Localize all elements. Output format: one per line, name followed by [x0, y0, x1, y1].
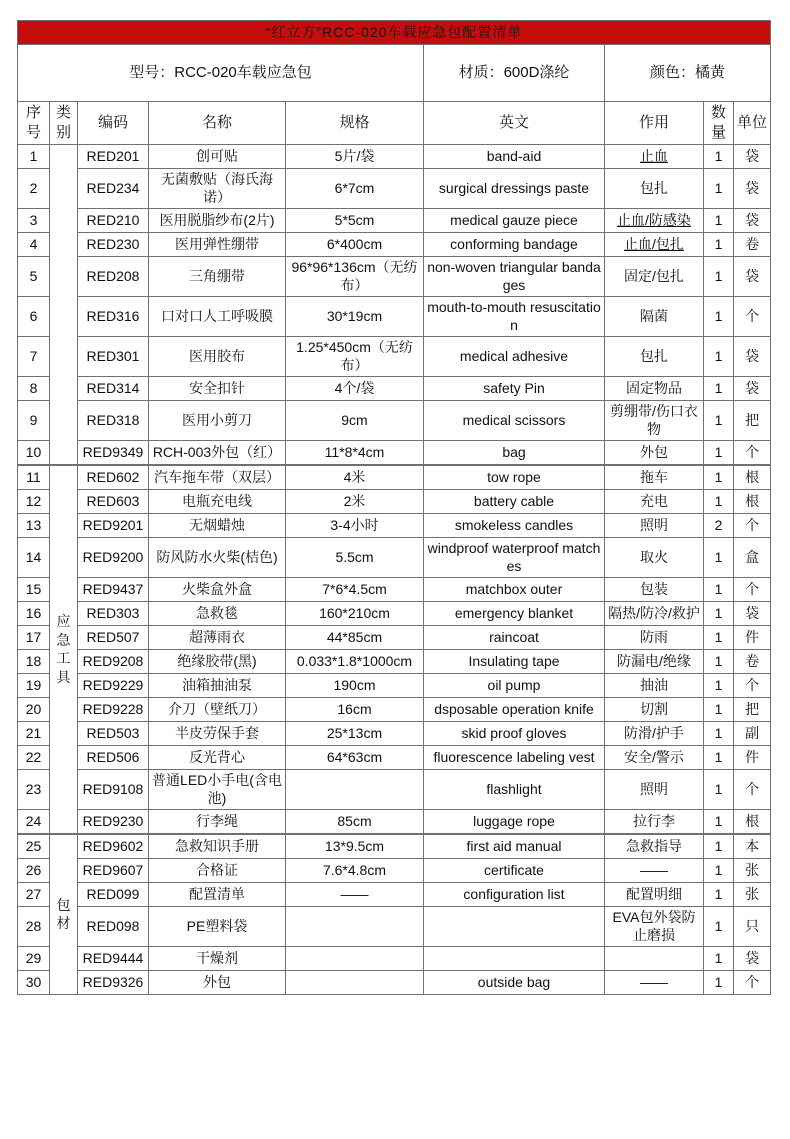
cell-qty: 2: [704, 513, 734, 537]
table-row: [18, 232, 771, 256]
cell-code: RED9607: [78, 858, 149, 882]
cell-purpose: ——: [605, 970, 704, 994]
cell-no: 21: [18, 721, 50, 745]
table-row: [18, 882, 771, 906]
cell-spec: 4米: [286, 465, 424, 490]
cell-code: RED301: [78, 336, 149, 376]
cell-name: 外包: [149, 970, 286, 994]
cell-no: 27: [18, 882, 50, 906]
cell-qty: 1: [704, 649, 734, 673]
cell-qty: 1: [704, 769, 734, 809]
cell-code: RED9201: [78, 513, 149, 537]
cell-english: flashlight: [424, 769, 605, 809]
cell-code: RED098: [78, 906, 149, 946]
material-cell: 材质：600D涤纶: [424, 45, 605, 102]
cell-qty: 1: [704, 809, 734, 834]
cell-no: 20: [18, 697, 50, 721]
cell-unit: 卷: [734, 232, 771, 256]
cell-purpose: 防漏电/绝缘: [605, 649, 704, 673]
cell-code: RED201: [78, 145, 149, 169]
cell-spec: 5*5cm: [286, 208, 424, 232]
cell-purpose: 隔菌: [605, 296, 704, 336]
cell-purpose: 剪绷带/伤口衣物: [605, 400, 704, 440]
cell-code: RED9230: [78, 809, 149, 834]
cell-code: RED210: [78, 208, 149, 232]
cell-code: RED234: [78, 169, 149, 209]
cell-purpose: 固定物品: [605, 376, 704, 400]
cell-purpose: 止血: [605, 145, 704, 169]
cell-name: 口对口人工呼吸膜: [149, 296, 286, 336]
cell-no: 7: [18, 336, 50, 376]
cell-english: outside bag: [424, 970, 605, 994]
cell-code: RED9602: [78, 834, 149, 859]
cell-qty: 1: [704, 537, 734, 577]
cell-english: oil pump: [424, 673, 605, 697]
column-header-unit: 单位: [734, 102, 771, 145]
cell-unit: 卷: [734, 649, 771, 673]
cell-category: 包材: [50, 834, 78, 994]
cell-no: 13: [18, 513, 50, 537]
cell-unit: 袋: [734, 169, 771, 209]
table-row: [18, 625, 771, 649]
cell-name: 火柴盒外盒: [149, 577, 286, 601]
cell-qty: 1: [704, 745, 734, 769]
table-row: [18, 970, 771, 994]
table-row: [18, 673, 771, 697]
cell-unit: 袋: [734, 946, 771, 970]
cell-no: 28: [18, 906, 50, 946]
cell-name: 超薄雨衣: [149, 625, 286, 649]
cell-name: 安全扣针: [149, 376, 286, 400]
cell-english: non-woven triangular bandages: [424, 256, 605, 296]
cell-spec: 44*85cm: [286, 625, 424, 649]
cell-english: windproof waterproof matches: [424, 537, 605, 577]
info-row: [18, 45, 771, 102]
table-row: [18, 513, 771, 537]
model-cell: 型号：RCC-020车载应急包: [18, 45, 424, 102]
cell-english: smokeless candles: [424, 513, 605, 537]
cell-qty: 1: [704, 465, 734, 490]
cell-english: emergency blanket: [424, 601, 605, 625]
cell-spec: 6*7cm: [286, 169, 424, 209]
cell-purpose: 固定/包扎: [605, 256, 704, 296]
cell-qty: 1: [704, 336, 734, 376]
column-header-spec: 规格: [286, 102, 424, 145]
column-header-purpose: 作用: [605, 102, 704, 145]
cell-name: 无菌敷贴（海氏海诺）: [149, 169, 286, 209]
cell-qty: 1: [704, 946, 734, 970]
column-header-row: [18, 102, 771, 145]
cell-english: surgical dressings paste: [424, 169, 605, 209]
cell-no: 1: [18, 145, 50, 169]
column-header-qty: 数量: [704, 102, 734, 145]
cell-english: matchbox outer: [424, 577, 605, 601]
cell-unit: 袋: [734, 336, 771, 376]
cell-no: 11: [18, 465, 50, 490]
cell-code: RED208: [78, 256, 149, 296]
table-row: [18, 169, 771, 209]
cell-english: band-aid: [424, 145, 605, 169]
cell-purpose: 防滑/护手: [605, 721, 704, 745]
cell-spec: 6*400cm: [286, 232, 424, 256]
table-row: [18, 296, 771, 336]
cell-english: safety Pin: [424, 376, 605, 400]
cell-code: RED9108: [78, 769, 149, 809]
cell-name: PE塑料袋: [149, 906, 286, 946]
cell-unit: 根: [734, 489, 771, 513]
cell-code: RED9208: [78, 649, 149, 673]
cell-unit: 张: [734, 882, 771, 906]
table-row: [18, 745, 771, 769]
cell-spec: 190cm: [286, 673, 424, 697]
cell-no: 4: [18, 232, 50, 256]
cell-english: mouth-to-mouth resuscitation: [424, 296, 605, 336]
cell-name: 医用弹性绷带: [149, 232, 286, 256]
cell-purpose: 抽油: [605, 673, 704, 697]
cell-english: medical scissors: [424, 400, 605, 440]
cell-name: 配置清单: [149, 882, 286, 906]
cell-code: RED099: [78, 882, 149, 906]
cell-unit: 袋: [734, 376, 771, 400]
cell-unit: 袋: [734, 145, 771, 169]
cell-name: 医用胶布: [149, 336, 286, 376]
cell-no: 18: [18, 649, 50, 673]
cell-qty: 1: [704, 625, 734, 649]
cell-code: RED9437: [78, 577, 149, 601]
cell-spec: 64*63cm: [286, 745, 424, 769]
table-row: [18, 601, 771, 625]
cell-code: RED9229: [78, 673, 149, 697]
cell-unit: 根: [734, 809, 771, 834]
cell-unit: 把: [734, 400, 771, 440]
cell-name: 绝缘胶带(黑): [149, 649, 286, 673]
cell-purpose: ——: [605, 858, 704, 882]
table-row: [18, 809, 771, 834]
cell-unit: 个: [734, 970, 771, 994]
cell-code: RED316: [78, 296, 149, 336]
cell-purpose: 防雨: [605, 625, 704, 649]
cell-name: 急救毯: [149, 601, 286, 625]
title-banner: [18, 21, 771, 45]
table-row: [18, 697, 771, 721]
cell-code: RED603: [78, 489, 149, 513]
cell-unit: 袋: [734, 208, 771, 232]
cell-code: RED318: [78, 400, 149, 440]
cell-name: 合格证: [149, 858, 286, 882]
cell-code: RED9200: [78, 537, 149, 577]
cell-no: 23: [18, 769, 50, 809]
cell-spec: [286, 946, 424, 970]
cell-purpose: 拖车: [605, 465, 704, 490]
cell-english: certificate: [424, 858, 605, 882]
cell-no: 14: [18, 537, 50, 577]
cell-purpose: 配置明细: [605, 882, 704, 906]
cell-qty: 1: [704, 882, 734, 906]
table-row: [18, 440, 771, 465]
cell-code: RED503: [78, 721, 149, 745]
cell-spec: 2米: [286, 489, 424, 513]
cell-purpose: 包扎: [605, 169, 704, 209]
cell-unit: 根: [734, 465, 771, 490]
cell-code: RED9349: [78, 440, 149, 465]
cell-spec: 7*6*4.5cm: [286, 577, 424, 601]
cell-qty: 1: [704, 440, 734, 465]
cell-no: 29: [18, 946, 50, 970]
cell-no: 16: [18, 601, 50, 625]
cell-english: raincoat: [424, 625, 605, 649]
cell-spec: 96*96*136cm（无纺布）: [286, 256, 424, 296]
cell-qty: 1: [704, 208, 734, 232]
cell-english: luggage rope: [424, 809, 605, 834]
color-cell: 颜色：橘黄: [605, 45, 771, 102]
cell-purpose: 止血/包扎: [605, 232, 704, 256]
table-row: [18, 858, 771, 882]
cell-qty: 1: [704, 376, 734, 400]
cell-qty: 1: [704, 906, 734, 946]
cell-purpose: 充电: [605, 489, 704, 513]
cell-spec: 5.5cm: [286, 537, 424, 577]
cell-name: 干燥剂: [149, 946, 286, 970]
cell-name: 反光背心: [149, 745, 286, 769]
column-header-category: 类别: [50, 102, 78, 145]
cell-english: dsposable operation knife: [424, 697, 605, 721]
table-row: [18, 537, 771, 577]
cell-no: 9: [18, 400, 50, 440]
cell-code: RED9326: [78, 970, 149, 994]
cell-purpose: 拉行李: [605, 809, 704, 834]
cell-english: battery cable: [424, 489, 605, 513]
cell-unit: 个: [734, 440, 771, 465]
cell-spec: 85cm: [286, 809, 424, 834]
table-row: [18, 400, 771, 440]
cell-code: RED9444: [78, 946, 149, 970]
cell-english: [424, 906, 605, 946]
cell-unit: 个: [734, 673, 771, 697]
cell-purpose: 隔热/防冷/救护: [605, 601, 704, 625]
cell-name: 半皮劳保手套: [149, 721, 286, 745]
cell-category: [50, 145, 78, 465]
table-row: [18, 649, 771, 673]
cell-no: 17: [18, 625, 50, 649]
cell-qty: 1: [704, 256, 734, 296]
cell-name: 行李绳: [149, 809, 286, 834]
cell-spec: 7.6*4.8cm: [286, 858, 424, 882]
cell-spec: [286, 906, 424, 946]
cell-spec: 11*8*4cm: [286, 440, 424, 465]
table-body: [18, 145, 771, 995]
cell-code: RED9228: [78, 697, 149, 721]
cell-unit: 个: [734, 769, 771, 809]
column-header-code: 编码: [78, 102, 149, 145]
column-header-no: 序号: [18, 102, 50, 145]
cell-unit: 件: [734, 745, 771, 769]
cell-no: 5: [18, 256, 50, 296]
cell-english: conforming bandage: [424, 232, 605, 256]
cell-no: 25: [18, 834, 50, 859]
cell-qty: 1: [704, 721, 734, 745]
cell-spec: 1.25*450cm（无纺布）: [286, 336, 424, 376]
cell-spec: 9cm: [286, 400, 424, 440]
cell-code: RED507: [78, 625, 149, 649]
cell-purpose: 照明: [605, 513, 704, 537]
cell-qty: 1: [704, 296, 734, 336]
cell-name: 电瓶充电线: [149, 489, 286, 513]
table-row: [18, 906, 771, 946]
cell-no: 8: [18, 376, 50, 400]
cell-qty: 1: [704, 169, 734, 209]
cell-purpose: 照明: [605, 769, 704, 809]
cell-name: 无烟蜡烛: [149, 513, 286, 537]
cell-spec: 4个/袋: [286, 376, 424, 400]
cell-qty: 1: [704, 858, 734, 882]
cell-purpose: [605, 946, 704, 970]
cell-spec: 25*13cm: [286, 721, 424, 745]
cell-unit: 件: [734, 625, 771, 649]
cell-no: 30: [18, 970, 50, 994]
cell-english: configuration list: [424, 882, 605, 906]
cell-qty: 1: [704, 697, 734, 721]
cell-spec: 0.033*1.8*1000cm: [286, 649, 424, 673]
cell-english: [424, 946, 605, 970]
cell-spec: [286, 769, 424, 809]
cell-code: RED314: [78, 376, 149, 400]
cell-spec: 3-4小时: [286, 513, 424, 537]
cell-english: bag: [424, 440, 605, 465]
cell-code: RED230: [78, 232, 149, 256]
cell-english: Insulating tape: [424, 649, 605, 673]
table-row: [18, 489, 771, 513]
cell-qty: 1: [704, 834, 734, 859]
cell-spec: 30*19cm: [286, 296, 424, 336]
cell-code: RED303: [78, 601, 149, 625]
cell-purpose: 包装: [605, 577, 704, 601]
cell-name: RCH-003外包（红）: [149, 440, 286, 465]
table-row: [18, 769, 771, 809]
cell-purpose: 止血/防感染: [605, 208, 704, 232]
cell-no: 19: [18, 673, 50, 697]
table-row: [18, 376, 771, 400]
cell-spec: 5片/袋: [286, 145, 424, 169]
cell-unit: 只: [734, 906, 771, 946]
cell-spec: ——: [286, 882, 424, 906]
cell-unit: 把: [734, 697, 771, 721]
cell-spec: [286, 970, 424, 994]
cell-no: 6: [18, 296, 50, 336]
cell-purpose: 急救指导: [605, 834, 704, 859]
cell-no: 22: [18, 745, 50, 769]
cell-no: 12: [18, 489, 50, 513]
cell-unit: 个: [734, 577, 771, 601]
cell-no: 3: [18, 208, 50, 232]
cell-category: 应急工具: [50, 465, 78, 834]
cell-no: 15: [18, 577, 50, 601]
cell-unit: 副: [734, 721, 771, 745]
table-row: [18, 465, 771, 490]
page-title: “红立方”RCC-020车载应急包配置清单: [18, 21, 771, 45]
table-row: [18, 336, 771, 376]
table-row: [18, 721, 771, 745]
cell-code: RED602: [78, 465, 149, 490]
cell-unit: 张: [734, 858, 771, 882]
cell-qty: 1: [704, 145, 734, 169]
cell-name: 创可贴: [149, 145, 286, 169]
cell-english: tow rope: [424, 465, 605, 490]
column-header-english: 英文: [424, 102, 605, 145]
cell-english: medical adhesive: [424, 336, 605, 376]
cell-qty: 1: [704, 673, 734, 697]
cell-unit: 盒: [734, 537, 771, 577]
table-row: [18, 946, 771, 970]
cell-english: first aid manual: [424, 834, 605, 859]
cell-purpose: EVA包外袋防止磨损: [605, 906, 704, 946]
cell-spec: 13*9.5cm: [286, 834, 424, 859]
cell-unit: 个: [734, 513, 771, 537]
table-row: [18, 577, 771, 601]
cell-name: 普通LED小手电(含电池): [149, 769, 286, 809]
table-row: [18, 145, 771, 169]
cell-qty: 1: [704, 489, 734, 513]
cell-spec: 16cm: [286, 697, 424, 721]
cell-purpose: 包扎: [605, 336, 704, 376]
cell-qty: 1: [704, 601, 734, 625]
table-row: [18, 256, 771, 296]
cell-name: 介刀（壁纸刀）: [149, 697, 286, 721]
cell-qty: 1: [704, 970, 734, 994]
cell-name: 三角绷带: [149, 256, 286, 296]
cell-name: 急救知识手册: [149, 834, 286, 859]
cell-qty: 1: [704, 232, 734, 256]
cell-english: fluorescence labeling vest: [424, 745, 605, 769]
cell-no: 2: [18, 169, 50, 209]
cell-name: 医用脱脂纱布(2片): [149, 208, 286, 232]
cell-unit: 个: [734, 296, 771, 336]
cell-name: 油箱抽油泵: [149, 673, 286, 697]
cell-spec: 160*210cm: [286, 601, 424, 625]
cell-unit: 袋: [734, 256, 771, 296]
cell-purpose: 取火: [605, 537, 704, 577]
cell-unit: 本: [734, 834, 771, 859]
cell-purpose: 外包: [605, 440, 704, 465]
cell-qty: 1: [704, 400, 734, 440]
cell-english: skid proof gloves: [424, 721, 605, 745]
cell-unit: 袋: [734, 601, 771, 625]
cell-name: 医用小剪刀: [149, 400, 286, 440]
table-row: [18, 208, 771, 232]
cell-qty: 1: [704, 577, 734, 601]
cell-purpose: 切割: [605, 697, 704, 721]
config-table: [17, 20, 771, 995]
table-row: [18, 834, 771, 859]
cell-no: 10: [18, 440, 50, 465]
cell-english: medical gauze piece: [424, 208, 605, 232]
cell-code: RED506: [78, 745, 149, 769]
cell-no: 24: [18, 809, 50, 834]
cell-purpose: 安全/警示: [605, 745, 704, 769]
cell-name: 汽车拖车带（双层）: [149, 465, 286, 490]
column-header-name: 名称: [149, 102, 286, 145]
cell-no: 26: [18, 858, 50, 882]
cell-name: 防风防水火柴(桔色): [149, 537, 286, 577]
